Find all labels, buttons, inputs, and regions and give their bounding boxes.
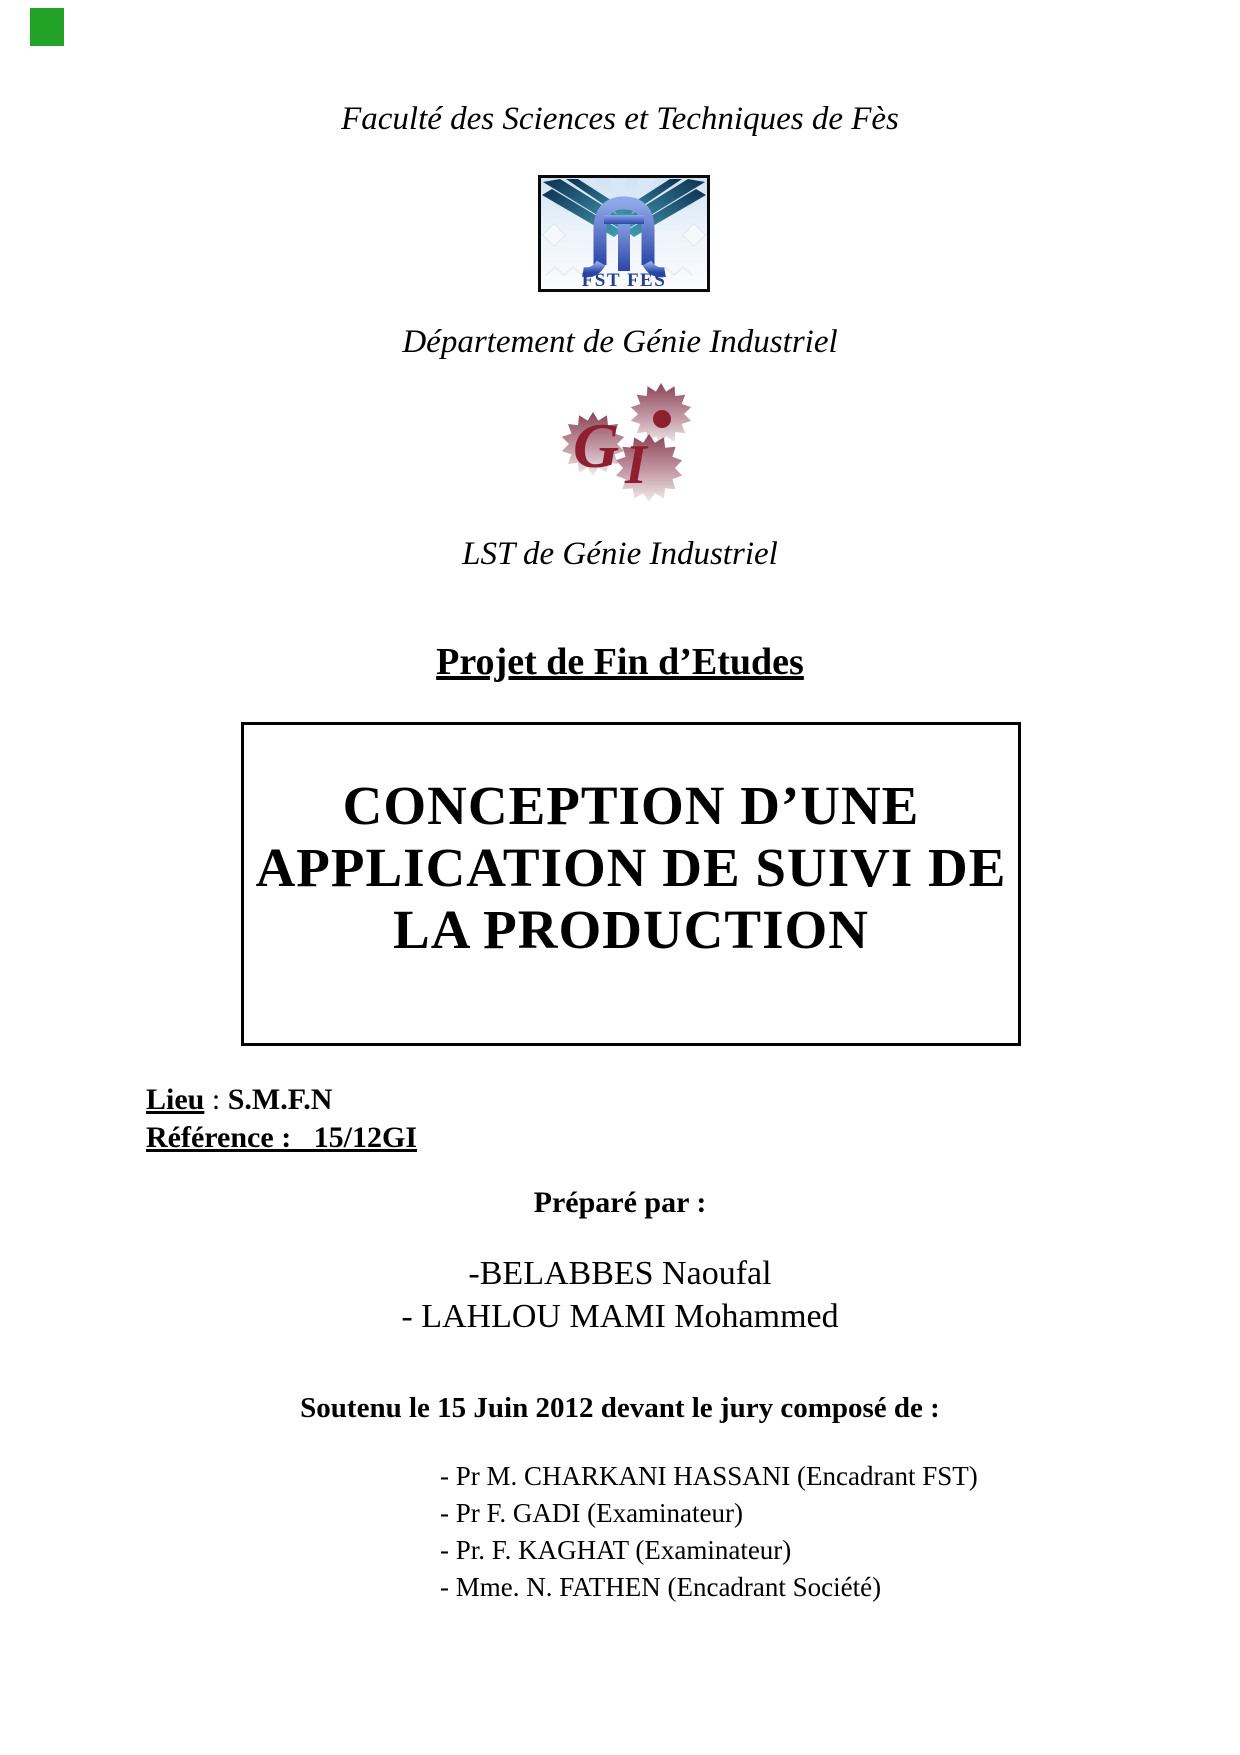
location-label: Lieu bbox=[146, 1083, 205, 1116]
gi-letter-i-dot bbox=[653, 410, 671, 428]
department-name: Département de Génie Industriel bbox=[402, 324, 838, 360]
gi-letter-g: G bbox=[573, 410, 620, 481]
fst-logo-graphic bbox=[538, 175, 710, 292]
defense-heading: Soutenu le 15 Juin 2012 devant le jury composé de : bbox=[300, 1392, 940, 1424]
jury-list bbox=[440, 1458, 978, 1606]
title-line-1: CONCEPTION D’UNE bbox=[342, 775, 920, 836]
faculty-name: Faculté des Sciences et Techniques de Fès bbox=[341, 101, 899, 137]
fst-logo-caption: FST FES bbox=[581, 270, 667, 291]
reference-line: Référence : 15/12GI bbox=[146, 1121, 418, 1154]
gi-letter-i: I bbox=[625, 434, 647, 496]
jury-member-3: - Pr. F. KAGHAT (Examinateur) bbox=[440, 1535, 792, 1565]
location-line bbox=[146, 1083, 332, 1117]
green-marker-square bbox=[30, 8, 64, 46]
gi-department-logo bbox=[557, 380, 703, 512]
program-name: LST de Génie Industriel bbox=[462, 536, 778, 572]
report-title bbox=[244, 775, 1018, 961]
author-name-2: - LAHLOU MAMI Mohammed bbox=[401, 1298, 839, 1335]
location-separator: : bbox=[204, 1083, 228, 1116]
jury-member-4: - Mme. N. FATHEN (Encadrant Société) bbox=[440, 1572, 882, 1602]
author-name-1: -BELABBES Naoufal bbox=[468, 1255, 772, 1292]
location-value: S.M.F.N bbox=[227, 1083, 333, 1116]
fst-fes-logo bbox=[538, 175, 710, 292]
prepared-by-heading: Préparé par : bbox=[533, 1186, 707, 1219]
jury-member-1: - Pr M. CHARKANI HASSANI (Encadrant FST) bbox=[440, 1461, 978, 1491]
title-line-2: APPLICATION DE SUIVI DE bbox=[255, 837, 1007, 898]
project-heading: Projet de Fin d’Etudes bbox=[436, 641, 804, 683]
title-line-3: LA PRODUCTION bbox=[393, 899, 869, 960]
title-box bbox=[241, 722, 1021, 1046]
jury-member-2: - Pr F. GADI (Examinateur) bbox=[440, 1498, 744, 1528]
gi-logo-graphic bbox=[557, 380, 703, 512]
